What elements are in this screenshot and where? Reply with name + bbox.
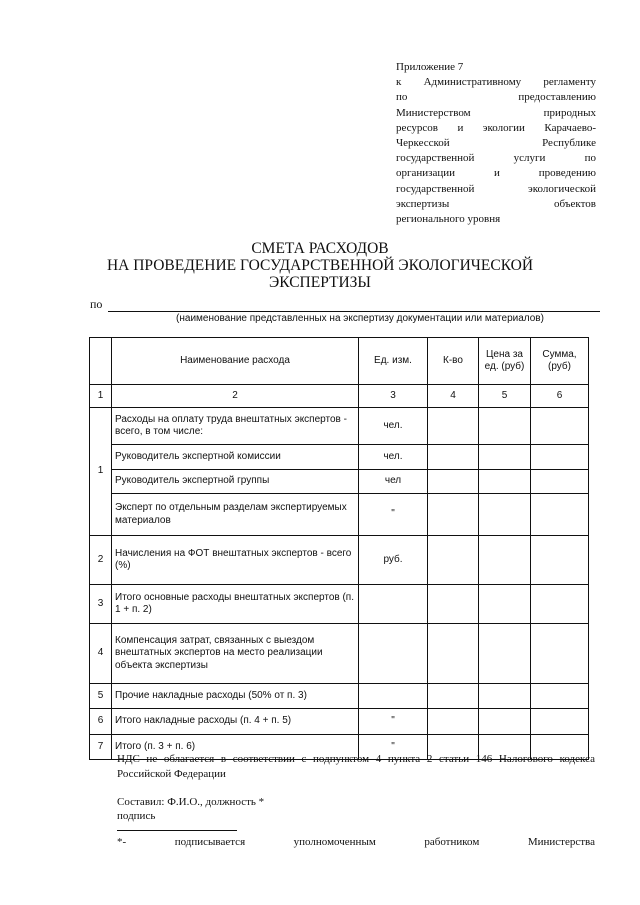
price-cell — [479, 709, 531, 735]
sum-cell — [531, 624, 589, 684]
appendix-line: государственной услуги по — [396, 152, 596, 165]
price-cell — [479, 445, 531, 470]
quantity-cell — [428, 445, 479, 470]
appendix-line: регионального уровня — [396, 213, 501, 226]
expense-name: Эксперт по отдельным разделам экспертируемых материалов — [112, 494, 359, 536]
appendix-line: организации и проведению — [396, 167, 596, 180]
sum-cell — [531, 684, 589, 709]
row-number: 1 — [90, 408, 112, 536]
expense-name: Компенсация затрат, связанных с выездом внештатных экспертов на место реализации объекта экспертизы — [112, 624, 359, 684]
expense-unit: руб. — [359, 536, 428, 585]
vat-note: НДС не облагается в соответствии с подпунктом 4 пункта 2 статьи 146 Налогового кодекса Российской Федерации — [117, 753, 595, 780]
expense-unit — [359, 624, 428, 684]
table-row — [90, 684, 589, 709]
column-number: 1 — [90, 385, 112, 408]
table-header-row — [90, 338, 589, 385]
appendix-line: по предоставлению — [396, 91, 596, 104]
appendix-line: государственной экологической — [396, 182, 596, 195]
estimate-table — [89, 337, 589, 760]
title-line: СМЕТА РАСХОДОВ — [251, 240, 389, 257]
sum-cell — [531, 709, 589, 735]
row-number: 3 — [90, 585, 112, 624]
price-cell — [479, 494, 531, 536]
footnote: *- подписывается уполномоченным работником Министерства — [117, 836, 595, 848]
price-cell — [479, 624, 531, 684]
row-number: 7 — [90, 735, 112, 760]
appendix-line: Министерством природных — [396, 106, 596, 119]
expense-name: Руководитель экспертной комиссии — [112, 445, 359, 470]
quantity-cell — [428, 624, 479, 684]
header-cell: Наименование расхода — [112, 338, 359, 385]
table-row — [90, 536, 589, 585]
expense-unit: чел. — [359, 408, 428, 445]
signature-label: подпись — [117, 810, 156, 822]
table-row — [90, 624, 589, 684]
price-cell — [479, 408, 531, 445]
column-number: 6 — [531, 385, 589, 408]
appendix-header — [396, 60, 596, 227]
quantity-cell — [428, 470, 479, 494]
appendix-line: Черкесской Республике — [396, 137, 596, 150]
price-cell — [479, 684, 531, 709]
appendix-line: Приложение 7 — [396, 61, 464, 73]
quantity-cell — [428, 536, 479, 585]
quantity-cell — [428, 494, 479, 536]
appendix-line: ресурсов и экологии Карачаево- — [396, 121, 596, 134]
quantity-cell — [428, 709, 479, 735]
title-line: ЭКСПЕРТИЗЫ — [269, 274, 371, 291]
quantity-cell — [428, 585, 479, 624]
price-cell — [479, 470, 531, 494]
row-number: 5 — [90, 684, 112, 709]
sum-cell — [531, 536, 589, 585]
compiled-by — [117, 795, 264, 823]
price-cell — [479, 536, 531, 585]
expense-name: Начисления на ФОТ внештатных экспертов - всего (%) — [112, 536, 359, 585]
appendix-line: экспертизы объектов — [396, 197, 596, 210]
header-cell — [90, 338, 112, 385]
expense-unit: чел — [359, 470, 428, 494]
header-cell: К-во — [428, 338, 479, 385]
expense-unit: " — [359, 709, 428, 735]
row-number: 2 — [90, 536, 112, 585]
column-number: 5 — [479, 385, 531, 408]
quantity-cell — [428, 684, 479, 709]
row-number: 6 — [90, 709, 112, 735]
price-cell — [479, 585, 531, 624]
appendix-line: к Административному регламенту — [396, 76, 596, 89]
table-row — [90, 709, 589, 735]
header-cell: Ед. изм. — [359, 338, 428, 385]
table-row — [90, 585, 589, 624]
column-number: 4 — [428, 385, 479, 408]
expense-name: Руководитель экспертной группы — [112, 470, 359, 494]
header-cell: Сумма, (руб) — [531, 338, 589, 385]
table-row — [90, 470, 589, 494]
compiled-by-line: Составил: Ф.И.О., должность * — [117, 796, 265, 808]
column-number: 3 — [359, 385, 428, 408]
expense-unit — [359, 684, 428, 709]
expense-name: Итого (п. 3 + п. 6) — [112, 735, 359, 760]
expense-unit — [359, 585, 428, 624]
title-line: НА ПРОВЕДЕНИЕ ГОСУДАРСТВЕННОЙ ЭКОЛОГИЧЕСКОЙ — [106, 257, 534, 274]
po-hint: (наименование представленных на экспертизу документации или материалов) — [176, 313, 544, 324]
table-row — [90, 494, 589, 536]
quantity-cell — [428, 408, 479, 445]
expense-name: Прочие накладные расходы (50% от п. 3) — [112, 684, 359, 709]
sum-cell — [531, 585, 589, 624]
expense-unit: чел. — [359, 445, 428, 470]
row-number: 4 — [90, 624, 112, 684]
sum-cell — [531, 408, 589, 445]
sum-cell — [531, 494, 589, 536]
expense-name: Итого накладные расходы (п. 4 + п. 5) — [112, 709, 359, 735]
expense-name: Итого основные расходы внештатных экспертов (п. 1 + п. 2) — [112, 585, 359, 624]
po-label: по — [90, 297, 103, 311]
expense-unit: " — [359, 494, 428, 536]
column-number-row — [90, 385, 589, 408]
table-row — [90, 445, 589, 470]
expense-name: Расходы на оплату труда внештатных экспертов - всего, в том числе: — [112, 408, 359, 445]
column-number: 2 — [112, 385, 359, 408]
header-cell: Цена за ед. (руб) — [479, 338, 531, 385]
sum-cell — [531, 470, 589, 494]
expense-unit: " — [359, 735, 428, 760]
sum-cell — [531, 445, 589, 470]
document-title — [90, 240, 550, 291]
table-row — [90, 408, 589, 445]
footnote-separator — [117, 830, 237, 831]
po-blank-line — [108, 311, 600, 312]
